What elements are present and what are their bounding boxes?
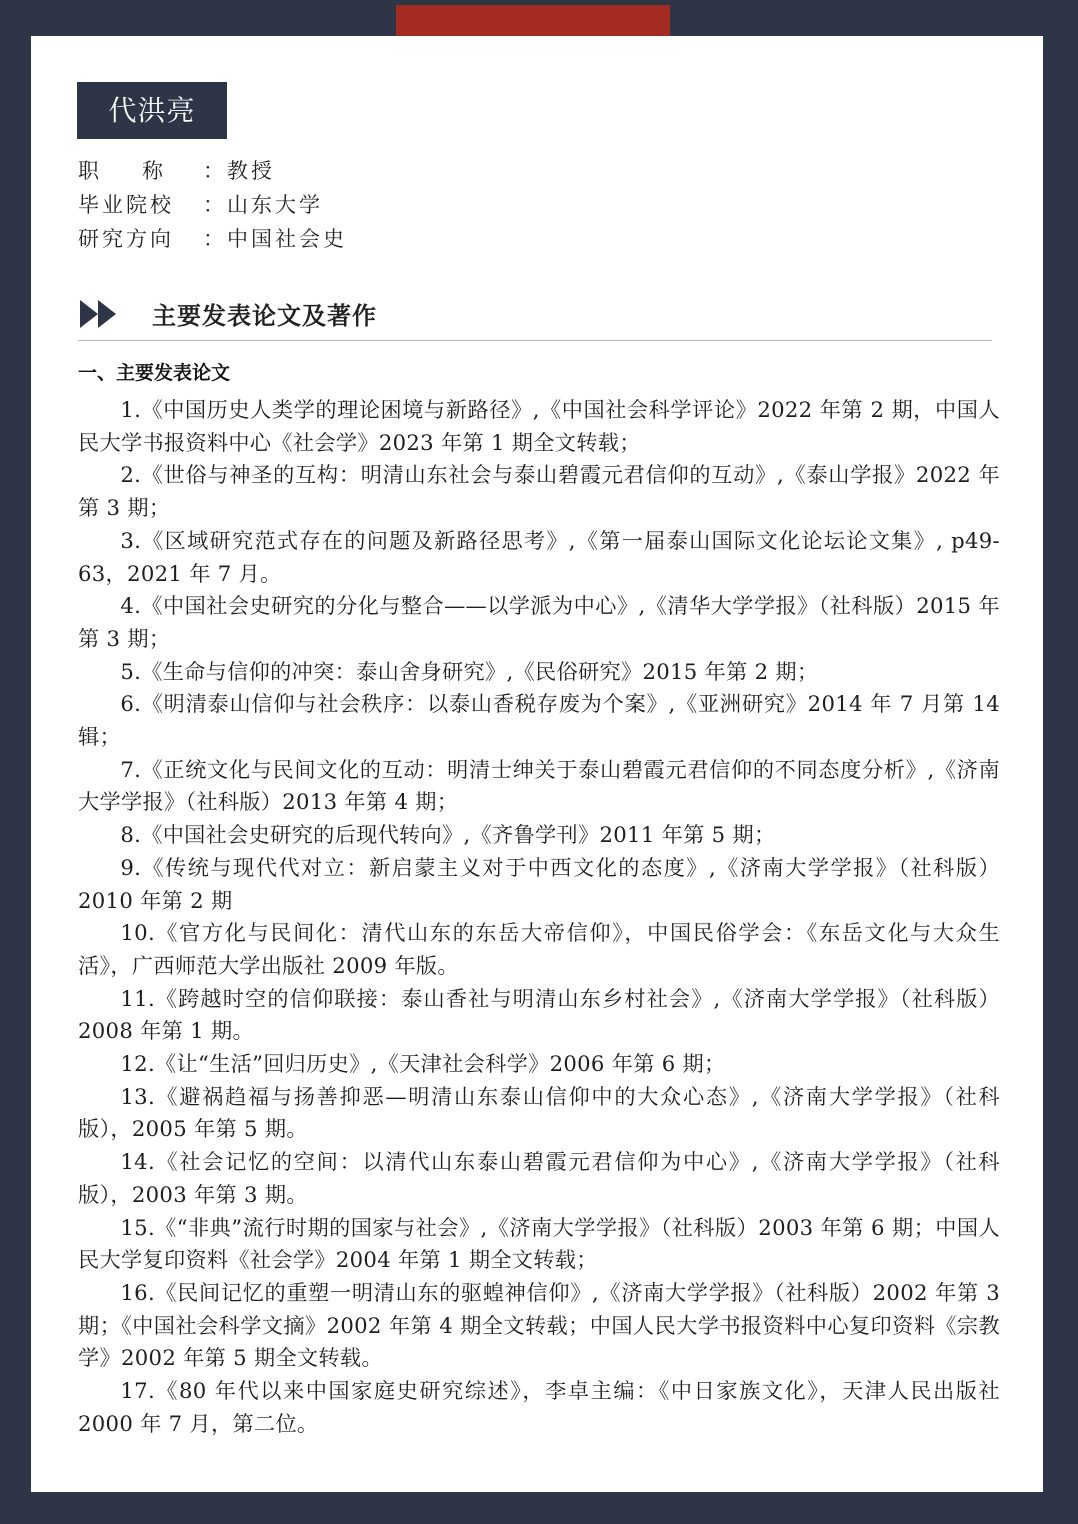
- paper-item: 12.《让“生活”回归历史》,《天津社会科学》2006 年第 6 期；: [120, 1051, 726, 1077]
- paper-item: 8.《中国社会史研究的后现代转向》,《齐鲁学刊》2011 年第 5 期；: [120, 822, 776, 848]
- paper-item: 13.《避祸趋福与扬善抑恶—明清山东泰山信仰中的大众心态》,《济南大学学报》（社科版），2005 年第 5 期。: [78, 1083, 1000, 1142]
- info-value: ：教授: [203, 159, 275, 183]
- double-chevron-right-icon: [78, 298, 124, 330]
- paper-list: [78, 394, 1000, 1441]
- info-value: ：中国社会史: [203, 227, 347, 251]
- subsection-title: 一、主要发表论文: [78, 362, 231, 384]
- paper-item: 10.《官方化与民间化：清代山东的东岳大帝信仰》，中国民俗学会：《东岳文化与大众生活》，广西师范大学出版社 2009 年版。: [78, 920, 1000, 978]
- info-row-research: [78, 222, 347, 256]
- profile-info: [78, 154, 347, 256]
- info-row-school: [78, 188, 347, 222]
- paper-item: 4.《中国社会史研究的分化与整合——以学派为中心》,《清华大学学报》（社科版）2015 年第 3 期；: [78, 593, 1000, 651]
- paper-item: 11.《跨越时空的信仰联接：泰山香社与明清山东乡村社会》,《济南大学学报》（社科版）2008 年第 1 期。: [78, 985, 1000, 1044]
- section-title: 主要发表论文及著作: [152, 301, 377, 330]
- section-header: [78, 294, 992, 341]
- paper-item: 6.《明清泰山信仰与社会秩序：以泰山香税存废为个案》,《亚洲研究》2014 年 7 月第 14 辑；: [78, 691, 1000, 750]
- profile-page: [31, 36, 1043, 1492]
- paper-item: 1.《中国历史人类学的理论困境与新路径》,《中国社会科学评论》2022 年第 2 期，中国人民大学书报资料中心《社会学》2023 年第 1 期全文转载；: [78, 397, 1000, 455]
- paper-item: 15.《“非典”流行时期的国家与社会》,《济南大学学报》（社科版）2003 年第 6 期；中国人民大学复印资料《社会学》2004 年第 1 期全文转载；: [78, 1214, 1000, 1273]
- paper-item: 7.《正统文化与民间文化的互动：明清士绅关于泰山碧霞元君信仰的不同态度分析》,《济南大学学报》（社科版）2013 年第 4 期；: [78, 756, 1000, 815]
- paper-item: 17.《80 年代以来中国家庭史研究综述》，李卓主编：《中日家族文化》，天津人民出版社 2000 年 7 月，第二位。: [78, 1378, 1000, 1436]
- info-row-title: [78, 154, 347, 188]
- info-label: 研究方向: [78, 227, 174, 251]
- paper-item: 3.《区域研究范式存在的问题及新路径思考》,《第一届泰山国际文化论坛论文集》, p49-63，2021 年 7 月。: [78, 527, 1000, 586]
- paper-item: 16.《民间记忆的重塑一明清山东的驱蝗神信仰》,《济南大学学报》（社科版）2002 年第 3 期；《中国社会科学文摘》2002 年第 4 期全文转载；中国人民大学书报资料中心复印资料《宗教学》2002 年第 5 期全文转载。: [78, 1279, 1000, 1371]
- info-label: 毕业院校: [78, 193, 174, 217]
- paper-item: 9.《传统与现代代对立：新启蒙主义对于中西文化的态度》,《济南大学学报》（社科版）2010 年第 2 期: [78, 854, 1000, 913]
- paper-item: 14.《社会记忆的空间：以清代山东泰山碧霞元君信仰为中心》,《济南大学学报》（社科版），2003 年第 3 期。: [78, 1149, 1000, 1207]
- info-value: ：山东大学: [203, 193, 323, 217]
- paper-item: 2.《世俗与神圣的互构：明清山东社会与泰山碧霞元君信仰的互动》,《泰山学报》2022 年第 3 期；: [78, 462, 1000, 521]
- info-label: 职称: [78, 159, 206, 183]
- name-badge: 代洪亮: [77, 82, 227, 139]
- paper-item: 5.《生命与信仰的冲突：泰山舍身研究》,《民俗研究》2015 年第 2 期；: [120, 658, 819, 684]
